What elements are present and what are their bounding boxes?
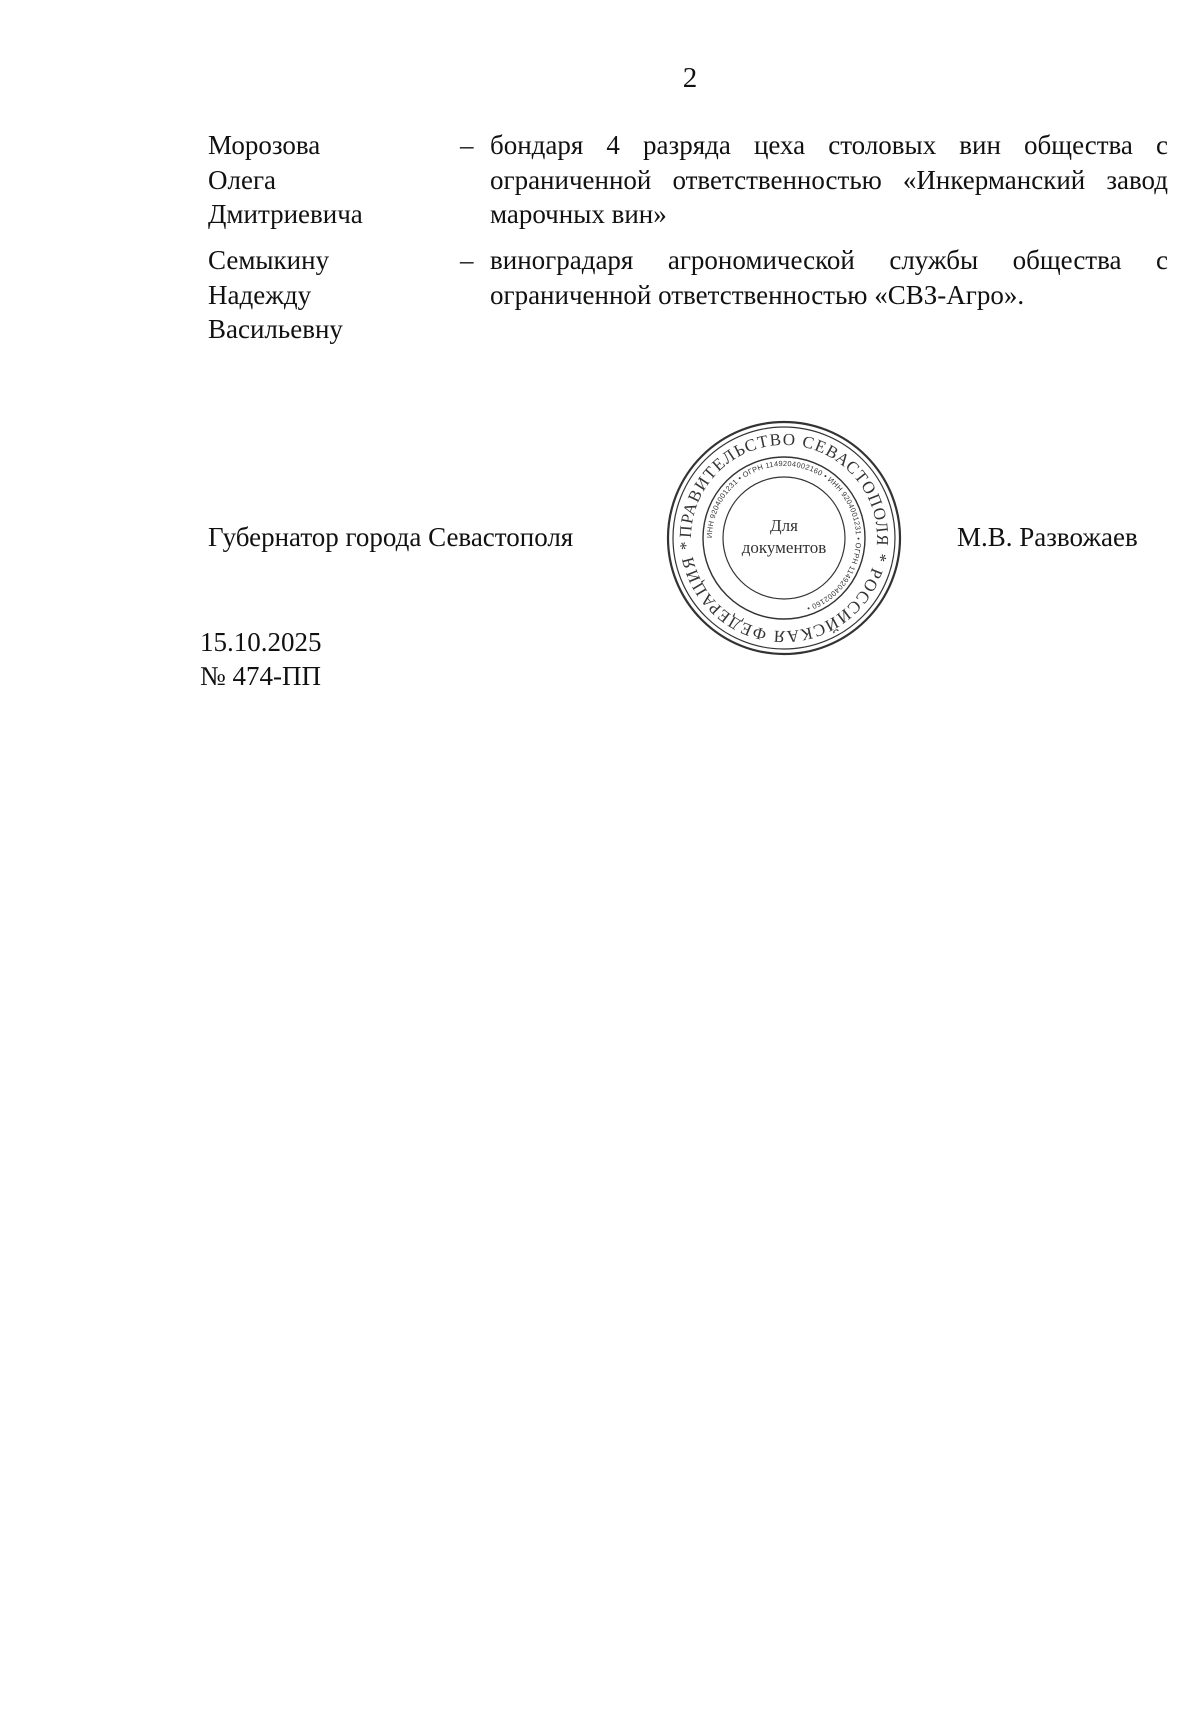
awardee-first-name: Надежду (208, 279, 312, 310)
page-number: 2 (682, 62, 698, 94)
awardee-patronymic: Васильевну (208, 314, 343, 344)
awardee-first-name: Олега (208, 164, 277, 195)
document-meta (200, 625, 322, 693)
dash-separator: – (460, 245, 474, 275)
awardee-position: виноградаря агрономической службы общества с ограниченной ответственностью «СВЗ-Агро». (490, 245, 1168, 310)
official-seal (664, 418, 904, 658)
awardee-surname: Семыкину (208, 245, 330, 275)
signer-title: Губернатор города Севастополя (208, 522, 574, 552)
document-date: 15.10.2025 (200, 627, 322, 657)
document-number: № 474-ПП (200, 661, 321, 691)
seal-outer-text: ПРАВИТЕЛЬСТВО СЕВАСТОПОЛЯ * РОССИЙСКАЯ ФЕДЕРАЦИЯ * (675, 429, 893, 647)
seal-center-text: документов (741, 538, 827, 557)
awardee-patronymic: Дмитриевича (208, 199, 363, 229)
signer-name: М.В. Развожаев (957, 522, 1138, 552)
dash-separator: – (460, 130, 474, 160)
awardee-surname: Морозова (208, 130, 321, 160)
awardee-name (208, 243, 448, 347)
seal-inner-text: ИНН 9204001231 • ОГРН 1149204002160 • ИНН 9204001231 • ОГРН 1149204002160 • (704, 458, 864, 614)
seal-center-text: Для (770, 516, 798, 535)
awardee-position: бондаря 4 разряда цеха столовых вин общества с ограниченной ответственностью «Инкерманский завод марочных вин» (490, 130, 1168, 229)
awardee-name (208, 128, 448, 232)
